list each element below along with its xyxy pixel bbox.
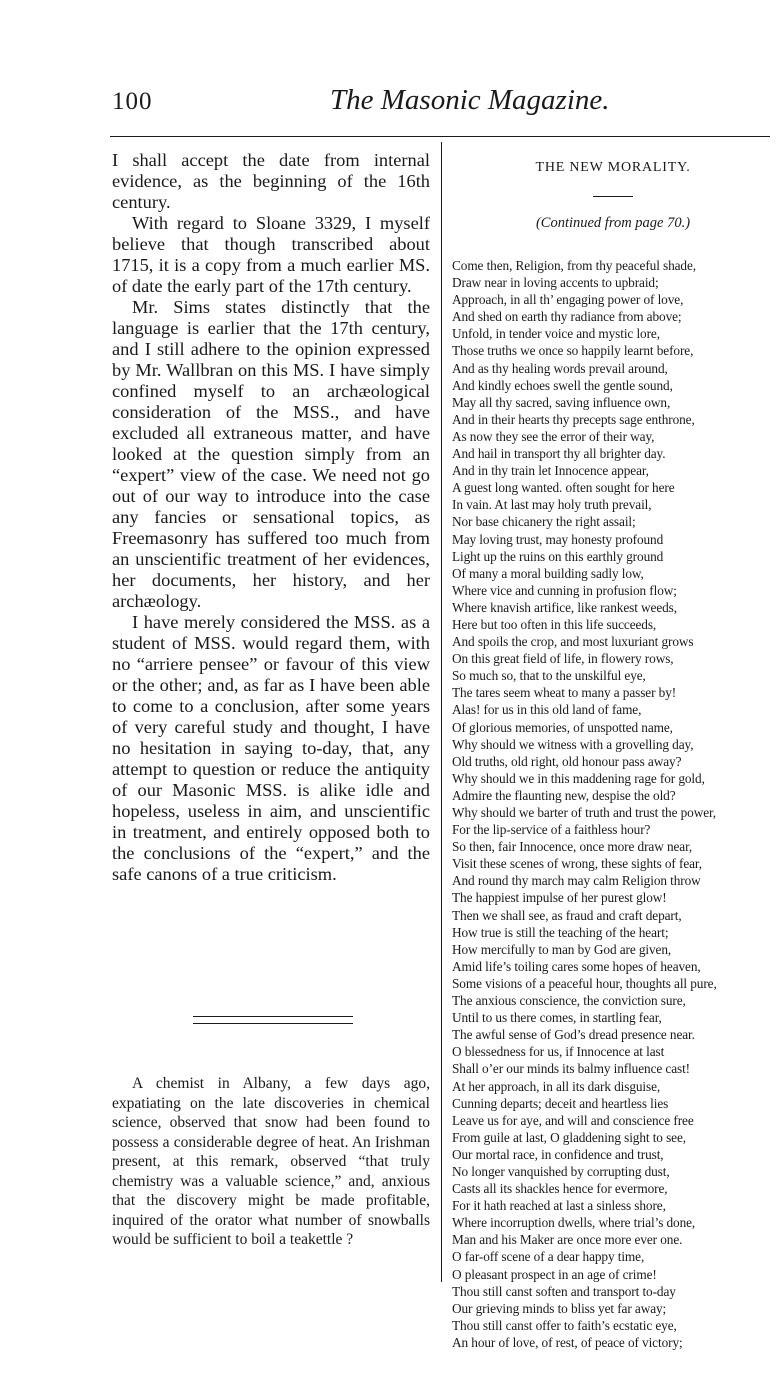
running-title <box>330 84 710 117</box>
poem-line: The happiest impulse of her purest glow! <box>452 890 667 906</box>
poem-line: O blessedness for us, if Innocence at last <box>452 1044 665 1060</box>
poem-line: Thou still canst soften and transport to-day <box>452 1283 676 1299</box>
poem-line: In vain. At last may holy truth prevail, <box>452 497 652 513</box>
poem-line: And in thy train let Innocence appear, <box>452 463 649 479</box>
poem-title: THE NEW MORALITY. <box>535 160 691 175</box>
poem-line: Some visions of a peaceful hour, thoughts all pure, <box>452 975 717 991</box>
poem-line: Alas! for us in this old land of fame, <box>452 702 642 718</box>
poem-line: O far-off scene of a dear happy time, <box>452 1249 645 1265</box>
poem-line: May loving trust, may honesty profound <box>452 531 664 547</box>
poem-line: On this great field of life, in flowery rows, <box>452 651 674 667</box>
title-rule <box>593 196 633 197</box>
poem-line: Thou still canst offer to faith’s ecstatic eye, <box>452 1317 677 1333</box>
poem-line: Those truths we once so happily learnt before, <box>452 343 694 359</box>
continued-note-text: (Continued from page 70.) <box>535 215 691 231</box>
anecdote-text: A chemist in Albany, a few days ago, expatiating on the late discoveries in chemical science, observed that snow had been found to possess a considerable degree of heat. An Irishman present, at this remark, observed “that truly chemistry was a valuable science,” and, anxious that the discovery might be made profitable, inquired of the orator what number of snowballs would be sufficient to boil a teakettle ? <box>112 1075 430 1248</box>
running-title-text: The Masonic Magazine. <box>330 84 610 116</box>
poem-line: Cunning departs; deceit and heartless lies <box>452 1095 669 1111</box>
poem-line: Admire the flaunting new, despise the old? <box>452 787 676 803</box>
poem-line: Amid life’s toiling cares some hopes of heaven, <box>452 958 701 974</box>
poem-line: Nor base chicanery the right assail; <box>452 514 636 530</box>
poem-line: The anxious conscience, the conviction sure, <box>452 993 686 1009</box>
poem-line: May all thy sacred, saving influence own, <box>452 394 671 410</box>
poem-line: Our grieving minds to bliss yet far away; <box>452 1300 667 1316</box>
column-divider <box>441 142 442 1282</box>
poem-line: Man and his Maker are once more ever one. <box>452 1232 683 1248</box>
poem-line: Where vice and cunning in profusion flow; <box>452 582 677 598</box>
poem-line: O pleasant prospect in an age of crime! <box>452 1266 657 1282</box>
poem-body <box>452 257 774 1351</box>
poem-line: And spoils the crop, and most luxuriant grows <box>452 634 694 650</box>
paragraph-4: I have merely considered the MSS. as a student of MSS. would regard them, with no “arriere pensee” or favour of this view or the other; and, as far as I have been able to come to a conclusion, after some years of very careful study and thought, I have no hesitation in saying to-day, that, any attempt to question or reduce the antiquity of our Masonic MSS. is alike idle and hopeless, useless in aim, and unscientific in treatment, and entirely opposed both to the conclusions of the “expert,” and the safe canons of a true criticism. <box>112 612 430 884</box>
poem-line: Casts all its shackles hence for evermore, <box>452 1181 668 1197</box>
section-double-rule <box>193 1016 353 1024</box>
poem-line: For it hath reached at last a sinless shore, <box>452 1198 666 1214</box>
poem-line: And as thy healing words prevail around, <box>452 360 668 376</box>
poem-line: At her approach, in all its dark disguise, <box>452 1078 661 1094</box>
poem-line: Light up the ruins on this earthly ground <box>452 548 664 564</box>
poem-line: The awful sense of God’s dread presence near. <box>452 1027 695 1043</box>
chemist-anecdote <box>112 1074 430 1250</box>
poem-line: Why should we witness with a grovelling day, <box>452 736 694 752</box>
poem-line: How true is still the teaching of the heart; <box>452 924 669 940</box>
poem-line: Why should we in this maddening rage for gold, <box>452 770 705 786</box>
poem-line: Of many a moral building sadly low, <box>452 565 644 581</box>
poem-line: Then we shall see, as fraud and craft depart, <box>452 907 682 923</box>
paragraph-2: With regard to Sloane 3329, I myself believe that though transcribed about 1715, it is a copy from a much earlier MS. of date the early part of the 17th century. <box>112 213 430 296</box>
poem-line: From guile at last, O gladdening sight to see, <box>452 1129 686 1145</box>
poem-line: How mercifully to man by God are given, <box>452 941 672 957</box>
poem-line: The tares seem wheat to many a passer by! <box>452 685 677 701</box>
poem-line: So then, fair Innocence, once more draw near, <box>452 839 693 855</box>
poem-line: Approach, in all th’ engaging power of love, <box>452 292 684 308</box>
poem-line: Draw near in loving accents to upbraid; <box>452 275 659 291</box>
poem-line: And kindly echoes swell the gentle sound, <box>452 377 673 393</box>
poem-line: As now they see the error of their way, <box>452 428 655 444</box>
poem-line: And shed on earth thy radiance from above; <box>452 309 682 325</box>
poem-line: An hour of love, of rest, of peace of victory; <box>452 1334 683 1350</box>
poem-line: Unfold, in tender voice and mystic lore, <box>452 326 660 342</box>
poem-line: Shall o’er our minds its balmy influence cast! <box>452 1061 691 1077</box>
right-column <box>452 150 774 1351</box>
left-column <box>112 150 430 885</box>
poem-line: A guest long wanted. often sought for here <box>452 480 675 496</box>
poem-line: Why should we barter of truth and trust the power, <box>452 805 717 820</box>
poem-line: Here but too often in this life succeeds, <box>452 616 657 632</box>
poem-line: And round thy march may calm Religion throw <box>452 873 701 889</box>
poem-line: Our mortal race, in confidence and trust, <box>452 1146 664 1162</box>
poem-line: For the lip-service of a faithless hour? <box>452 822 651 838</box>
poem-line: Where knavish artifice, like rankest weeds, <box>452 599 677 615</box>
continued-note <box>452 213 774 233</box>
paragraph-1: I shall accept the date from internal evidence, as the beginning of the 16th century. <box>112 150 430 212</box>
poem-line: Until to us there comes, in startling fear, <box>452 1010 662 1026</box>
paragraph-3: Mr. Sims states distinctly that the language is earlier that the 17th century, and I still adhere to the opinion expressed by Mr. Wallbran on this MS. I have simply confined myself to an archæological consideration of the MSS., and have excluded all extraneous matter, and have looked at the question simply from an “expert” view of the case. We need not go out of our way to introduce into the case any fancies or sensational topics, as Freemasonry has suffered too much from an unscientific treatment of her evidences, her documents, her history, and her archæology. <box>112 297 430 611</box>
poem-line: And in their hearts thy precepts sage enthrone, <box>452 411 695 427</box>
page-number: 100 <box>112 88 153 115</box>
poem-line: Of glorious memories, of unspotted name, <box>452 719 673 735</box>
poem-line: Leave us for aye, and will and conscience free <box>452 1112 694 1128</box>
poem-line: Visit these scenes of wrong, these sights of fear, <box>452 856 702 872</box>
poem-line: Old truths, old right, old honour pass away? <box>452 753 682 769</box>
poem-line: Where incorruption dwells, where trial’s done, <box>452 1215 696 1231</box>
poem-line: No longer vanquished by corrupting dust, <box>452 1163 670 1179</box>
poem-line: And hail in transport thy all brighter day. <box>452 446 666 462</box>
poem-line: Come then, Religion, from thy peaceful shade, <box>452 258 697 273</box>
header-rule <box>110 136 770 137</box>
poem-line: So much so, that to the unskilful eye, <box>452 668 646 684</box>
